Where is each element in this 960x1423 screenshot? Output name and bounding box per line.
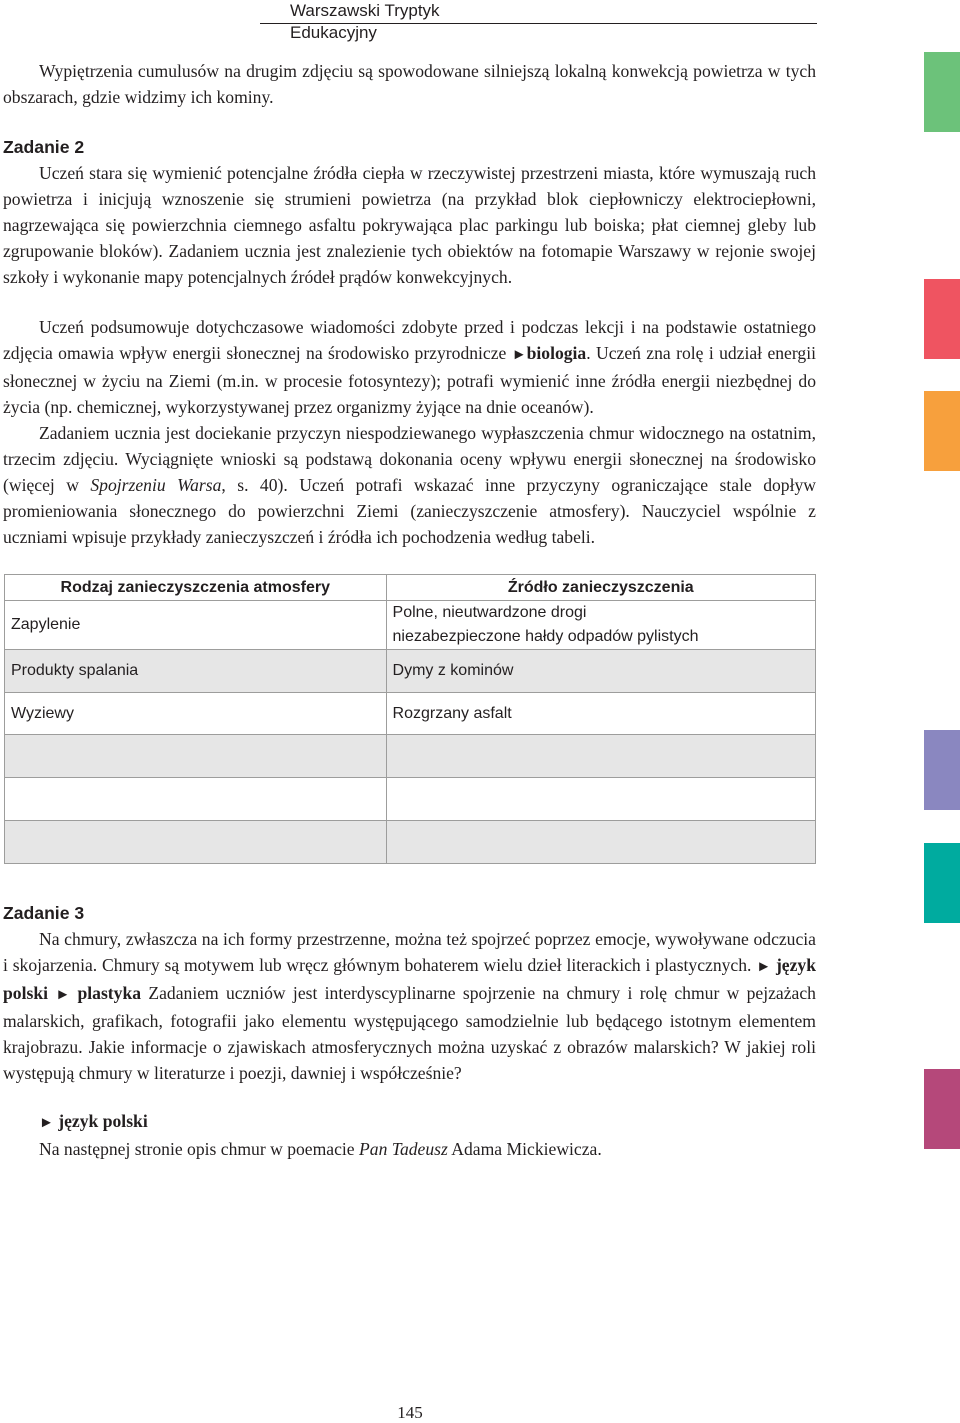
empty-type-cell[interactable] xyxy=(5,821,387,864)
empty-type-cell[interactable] xyxy=(5,735,387,778)
pollution-type-cell: Zapylenie xyxy=(5,601,387,650)
empty-type-cell[interactable] xyxy=(5,778,387,821)
task-2-paragraph-3: Zadaniem ucznia jest dociekanie przyczyn niespodziewanego wypłaszczenia chmur widocznego na ostatnim, trzecim zdjęciu. Wyciągnięte wnioski są podstawą dokonania oceny wpływu energii słonecznej na środowisko (więcej w Spojrzeniu Warsa, s. 40). Uczeń potrafi wskazać inne przyczyny ograniczające stale dopływ promieniowania słonecznego do powierzchni Ziemi (zanieczyszczenie atmosfery). Nauczyciel wspólnie z uczniami wpisuje przykłady zanieczyszczeń i źródła ich pochodzenia według tabeli. xyxy=(3,423,816,547)
pollution-source-cell: Polne, nieutwardzone drogi niezabezpieczone hałdy odpadów pylistych xyxy=(386,601,815,650)
section-tab-teal[interactable] xyxy=(924,843,960,923)
arrow-icon: ► xyxy=(39,1115,54,1131)
subject-link-jezyk-polski[interactable]: język polski xyxy=(3,955,816,1003)
section-tab-magenta[interactable] xyxy=(924,1069,960,1149)
running-header: Warszawski Tryptyk Edukacyjny xyxy=(290,1,440,42)
pollution-source-cell: Dymy z kominów xyxy=(386,650,815,693)
table-row xyxy=(5,601,816,650)
page-number: 145 xyxy=(397,1403,423,1422)
section-tab-red[interactable] xyxy=(924,279,960,359)
task-2-heading: Zadanie 2 xyxy=(3,137,85,157)
arrow-icon: ► xyxy=(55,987,71,1003)
task-2-paragraph-1: Uczeń stara się wymienić potencjalne źródła ciepła w rzeczywistej przestrzeni miasta, które wymuszają ruch powietrza i inicjują wznoszenie się strumieni powietrza (na przykład blok ciepłowniczy elektrociepłowni, nagrzewająca się powierzchnia ciemnego asfaltu pokrywająca plac parkingu lub boiska; płat ciemnej gleby lub zgrupowanie bloków). Zadaniem ucznia jest znalezienie tych obiektów na fotomapie Warszawy w rejonie swojej szkoły i wykonanie mapy potencjalnych źródeł prądów konwekcyjnych. xyxy=(3,163,816,287)
section-tab-green[interactable] xyxy=(924,52,960,132)
header-rule xyxy=(260,23,817,24)
section-tab-orange[interactable] xyxy=(924,391,960,471)
reference-title: Spojrzeniu Warsa xyxy=(90,475,222,495)
table-row xyxy=(5,650,816,693)
table-row xyxy=(5,735,816,778)
table-header-row xyxy=(5,575,816,601)
pollution-source-cell: Rozgrzany asfalt xyxy=(386,693,815,735)
task-2-paragraph-2: Uczeń podsumowuje dotychczasowe wiadomości zdobyte przed i podczas lekcji i na podstawie ostatniego zdjęcia omawia wpływ energii słonecznej na środowisko przyrodnicze ►biologia. Uczeń zna rolę i udział energii słonecznej w życiu na Ziemi (m.in. w procesie fotosyntezy); potrafi wymienić inne źródła energii niezbędnej do życia (np. chemicznej, wykorzystywanej przez organizmy żyjące na dnie oceanów). xyxy=(3,317,816,417)
empty-source-cell[interactable] xyxy=(386,821,815,864)
table-row xyxy=(5,693,816,735)
poem-title: Pan Tadeusz xyxy=(359,1139,448,1159)
pollution-type-cell: Wyziewy xyxy=(5,693,387,735)
intro-paragraph: Wypiętrzenia cumulusów na drugim zdjęciu są spowodowane silniejszą lokalną konwekcją powietrza w tych obszarach, gdzie widzimy ich kominy. xyxy=(3,61,816,107)
subject-link-biologia[interactable]: biologia xyxy=(526,343,587,363)
column-header-source: Źródło zanieczyszczenia xyxy=(386,575,815,601)
empty-source-cell[interactable] xyxy=(386,735,815,778)
subject-link-jezyk-polski-2[interactable]: język polski xyxy=(58,1111,148,1131)
arrow-icon: ► xyxy=(756,959,772,975)
pollution-table xyxy=(4,574,816,864)
page-content xyxy=(3,58,816,1162)
subject-link-plastyka[interactable]: plastyka xyxy=(77,983,142,1003)
column-header-type: Rodzaj zanieczyszczenia atmosfery xyxy=(5,575,387,601)
task-3-heading: Zadanie 3 xyxy=(3,903,85,923)
section-tab-violet[interactable] xyxy=(924,730,960,810)
task-3-paragraph: Na chmury, zwłaszcza na ich formy przestrzenne, można też spojrzeć poprzez emocje, wywoływane odczucia i skojarzenia. Chmury są motywem lub wręcz głównym bohaterem wielu dzieł literackich i plastycznych. ► język polski ► plastyka Zadaniem uczniów jest interdyscyplinarne spojrzenie na chmury i rolę chmur w pejzażach malarskich, grafikach, fotografii jako elementu występującego samodzielnie lub będącego istotnym elementem krajobrazu. Jakie informacje o zjawiskach atmosferycznych można uzyskać z obrazów malarskich? W jakiej roli występują chmury w literaturze i poezji, dawniej i współcześnie? xyxy=(3,929,816,1083)
arrow-icon: ► xyxy=(511,347,527,363)
empty-source-cell[interactable] xyxy=(386,778,815,821)
table-row xyxy=(5,778,816,821)
table-row xyxy=(5,821,816,864)
pollution-type-cell: Produkty spalania xyxy=(5,650,387,693)
subject-label-line xyxy=(3,1108,816,1136)
next-page-note: Na następnej stronie opis chmur w poemacie Pan Tadeusz Adama Mickiewicza. xyxy=(39,1139,602,1159)
